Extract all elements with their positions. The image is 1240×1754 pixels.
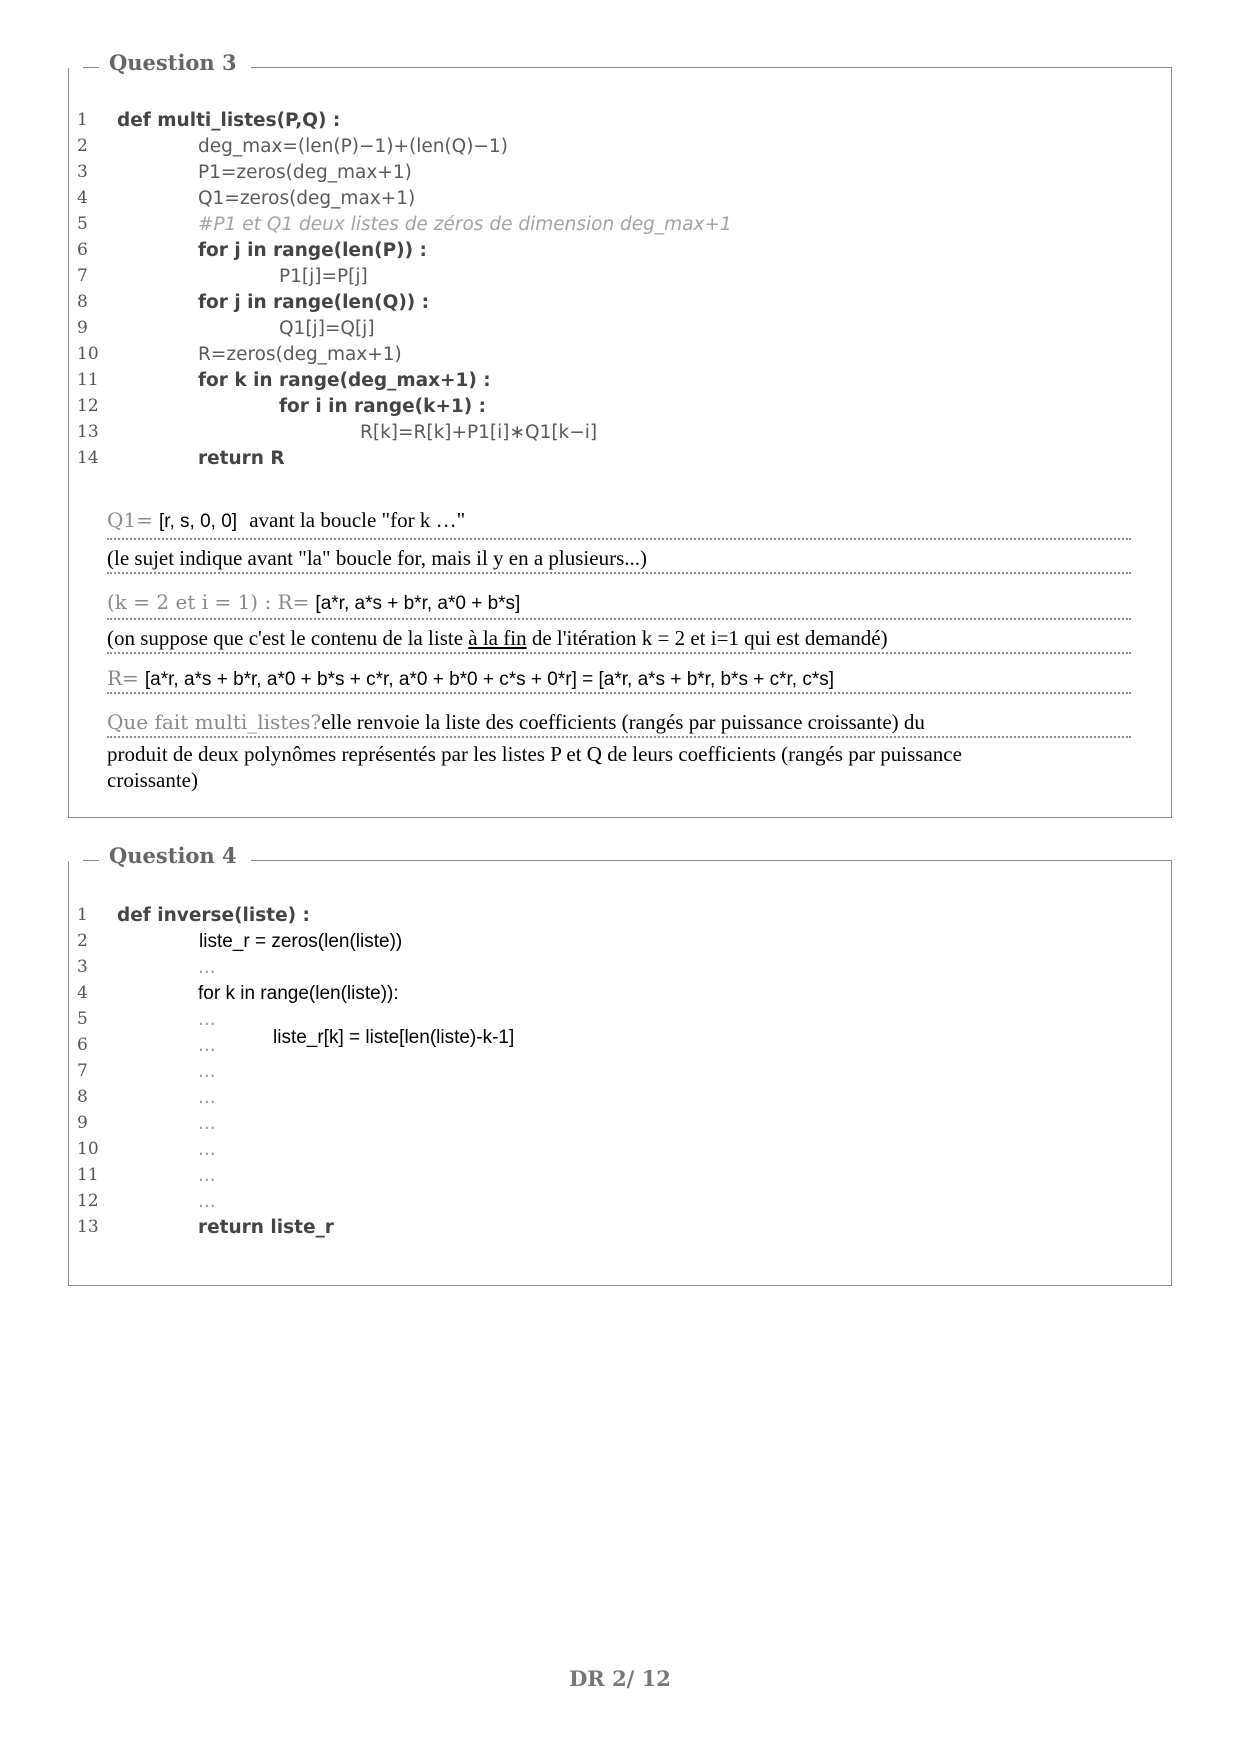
code-text: def multi_listes(P,Q) :	[117, 110, 341, 131]
box-corner	[67, 66, 83, 68]
answer-what-does-2	[107, 742, 1131, 767]
ellipsis: ...	[198, 1191, 216, 1212]
code-line	[69, 344, 1171, 370]
code-line	[69, 1165, 1171, 1191]
line-number: 2	[77, 136, 88, 156]
code-line	[69, 448, 1171, 474]
line-number: 7	[77, 266, 88, 286]
code-line	[69, 1061, 1171, 1087]
question-3-box	[68, 50, 1172, 818]
dotted-line	[107, 538, 1131, 540]
code-comment: #P1 et Q1 deux listes de zéros de dimension deg_max+1	[198, 214, 732, 235]
code-line	[69, 422, 1171, 448]
typed-line-4[interactable]: for k in range(len(liste)):	[198, 983, 399, 1004]
line-number: 1	[77, 905, 88, 925]
ellipsis: ...	[198, 1009, 216, 1030]
code-text: for j in range(len(Q)) :	[198, 292, 430, 313]
line-number: 10	[77, 1139, 99, 1159]
ellipsis: ...	[198, 1165, 216, 1186]
line-number: 4	[77, 983, 88, 1003]
code-line	[69, 214, 1171, 240]
q1-note-2[interactable]: (le sujet indique avant "la" boucle for, mais il y en a plusieurs...)	[107, 546, 647, 570]
line-number: 5	[77, 1009, 88, 1029]
question-4-box	[68, 843, 1172, 1286]
line-number: 12	[77, 1191, 99, 1211]
code-line	[69, 188, 1171, 214]
line-number: 1	[77, 110, 88, 130]
code-line	[69, 905, 1171, 931]
line-number: 4	[77, 188, 88, 208]
ellipsis: ...	[198, 1139, 216, 1160]
question-4-title: Question 4	[99, 843, 251, 868]
line-number: 14	[77, 448, 99, 468]
code-line	[69, 1139, 1171, 1165]
code-line	[69, 240, 1171, 266]
r1-label: (k = 2 et i = 1) : R=	[107, 590, 310, 614]
line-number: 3	[77, 957, 88, 977]
code-line	[69, 318, 1171, 344]
line-number: 7	[77, 1061, 88, 1081]
code-text: def inverse(liste) :	[117, 905, 310, 926]
line-number: 10	[77, 344, 99, 364]
answer-r1-note	[107, 626, 1131, 651]
dotted-line	[107, 572, 1131, 574]
answer-r1	[107, 590, 1131, 615]
r1-note-b[interactable]: de l'itération k = 2 et i=1 qui est demandé)	[526, 626, 888, 650]
code-text: R=zeros(deg_max+1)	[198, 344, 402, 365]
answer-q1	[107, 508, 1131, 533]
q1-note[interactable]: avant la boucle "for k …"	[249, 508, 466, 532]
answer-what-does	[107, 710, 1131, 735]
code-line	[69, 931, 1171, 957]
ellipsis: ...	[198, 1087, 216, 1108]
code-text: Q1[j]=Q[j]	[279, 318, 375, 339]
code-text: R[k]=R[k]+P1[i]∗Q1[k−i]	[360, 422, 598, 443]
code-line	[69, 266, 1171, 292]
dotted-line	[107, 652, 1131, 654]
code-text: for k in range(deg_max+1) :	[198, 370, 491, 391]
code-text: for i in range(k+1) :	[279, 396, 487, 417]
code-line	[69, 957, 1171, 983]
r-label: R=	[107, 666, 139, 690]
code-text: return R	[198, 448, 285, 469]
line-number: 13	[77, 422, 99, 442]
line-number: 3	[77, 162, 88, 182]
what-does-answer-2[interactable]: produit de deux polynômes représentés par les listes P et Q de leurs coefficients (rangés par puissance	[107, 742, 962, 766]
dotted-line	[107, 618, 1131, 620]
line-number: 11	[77, 1165, 99, 1185]
code-line	[69, 1027, 1171, 1061]
code-line	[69, 396, 1171, 422]
ellipsis: ...	[198, 1113, 216, 1134]
code-line	[69, 292, 1171, 318]
dotted-line	[107, 736, 1131, 738]
code-line	[69, 162, 1171, 188]
typed-line-6[interactable]: liste_r[k] = liste[len(liste)-k-1]	[273, 1027, 515, 1048]
line-number: 9	[77, 1113, 88, 1133]
code-line	[69, 136, 1171, 162]
code-line	[69, 1087, 1171, 1113]
code-text: deg_max=(len(P)−1)+(len(Q)−1)	[198, 136, 508, 157]
code-line	[69, 1217, 1171, 1243]
ellipsis: ...	[198, 1035, 216, 1056]
typed-line-2[interactable]: liste_r = zeros(len(liste))	[199, 931, 403, 952]
question-3-title: Question 3	[99, 50, 251, 75]
dotted-line	[107, 692, 1131, 694]
line-number: 6	[77, 1035, 88, 1055]
answer-q1-note	[107, 546, 1131, 571]
line-number: 9	[77, 318, 88, 338]
line-number: 6	[77, 240, 88, 260]
line-number: 5	[77, 214, 88, 234]
line-number: 8	[77, 1087, 88, 1107]
r-value[interactable]: [a*r, a*s + b*r, a*0 + b*s + c*r, a*0 + b*0 + c*s + 0*r] = [a*r, a*s + b*r, b*s + c*r, c*s]	[144, 669, 835, 690]
line-number: 8	[77, 292, 88, 312]
answer-r	[107, 666, 1131, 691]
line-number: 12	[77, 396, 99, 416]
code-text: P1[j]=P[j]	[279, 266, 368, 287]
code-text: for j in range(len(P)) :	[198, 240, 427, 261]
r1-note-a[interactable]: (on suppose que c'est le contenu de la liste	[107, 626, 469, 650]
code-line	[69, 983, 1171, 1009]
q1-label: Q1=	[107, 508, 153, 532]
code-line	[69, 370, 1171, 396]
what-does-answer-3[interactable]: croissante)	[107, 768, 198, 792]
code-line	[69, 1191, 1171, 1217]
r1-note-underlined[interactable]: à la fin	[468, 626, 527, 650]
code-text: Q1=zeros(deg_max+1)	[198, 188, 416, 209]
line-number: 13	[77, 1217, 99, 1237]
code-line	[69, 1113, 1171, 1139]
r1-value[interactable]: [a*r, a*s + b*r, a*0 + b*s]	[315, 593, 521, 614]
answer-what-does-3	[107, 768, 1131, 793]
q1-value[interactable]: [r, s, 0, 0]	[158, 511, 238, 532]
code-text: P1=zeros(deg_max+1)	[198, 162, 412, 183]
box-corner	[67, 859, 83, 861]
ellipsis: ...	[198, 957, 216, 978]
what-does-label: Que fait multi_listes?	[107, 710, 322, 734]
what-does-answer-1[interactable]: elle renvoie la liste des coefficients (rangés par puissance croissante) du	[321, 710, 925, 734]
code-line	[69, 1009, 1171, 1035]
line-number: 11	[77, 370, 99, 390]
code-text: return liste_r	[198, 1217, 334, 1238]
page-footer: DR 2/ 12	[569, 1666, 671, 1691]
line-number: 2	[77, 931, 88, 951]
code-line	[69, 110, 1171, 136]
ellipsis: ...	[198, 1061, 216, 1082]
